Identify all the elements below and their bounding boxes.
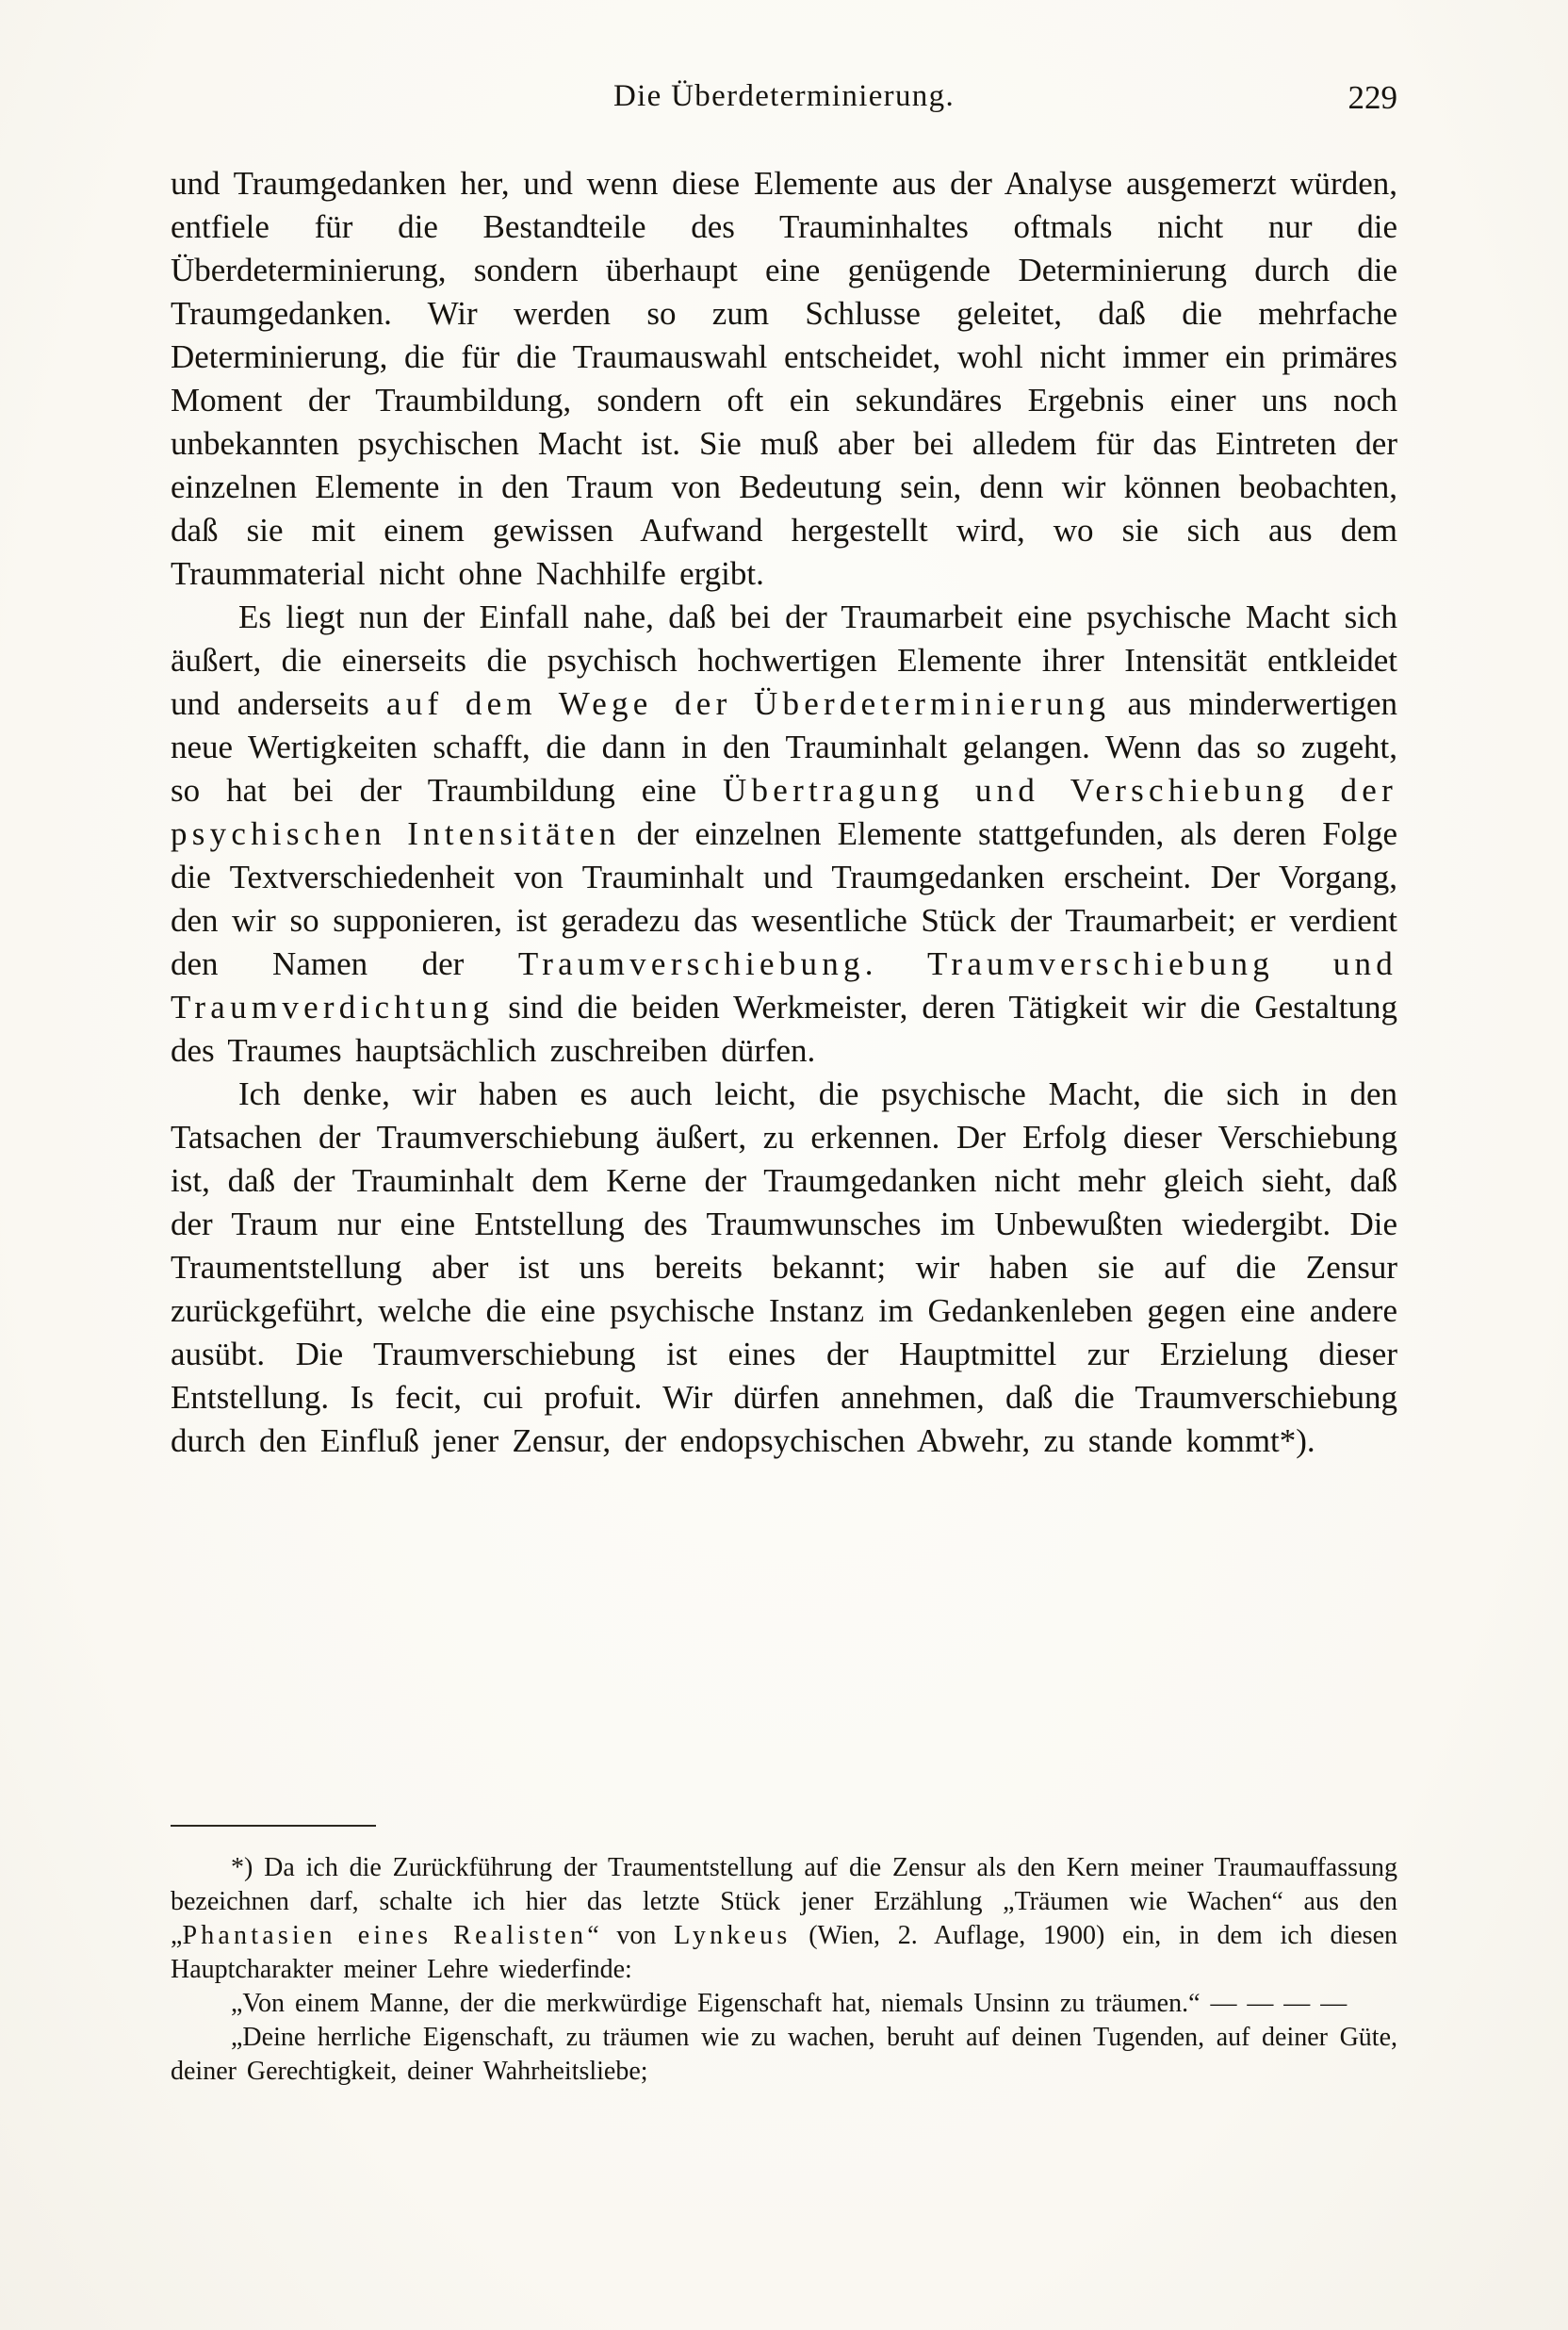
text-run: (Wien, 2. Auflage, 1900) ein, in dem ich diesen Hauptcharakter meiner Lehre wiederfinde: (171, 1921, 1398, 1984)
text-run: sind die beiden Werkmeister, deren Tätigkeit wir die Gestaltung des Traumes hauptsächlich zuschreiben dürfen. (171, 989, 1397, 1069)
emphasized-text-run: Übertragung und Verschiebung der psychischen Intensitäten (171, 772, 1397, 852)
text-run: “ von (587, 1921, 675, 1950)
text-run: und Traumgedanken her, und wenn diese Elemente aus der Analyse ausgemerzt würden, entfiele für die Bestandteile des Trauminhaltes oftmals nicht nur die Überdeterminierung, sondern überhaupt eine genügende Determinierung durch die Traumgedanken. Wir werden so zum Schlusse geleitet, daß die mehrfache Determinierung, die für die Traumauswahl entscheidet, wohl nicht immer ein primäres Moment der Traumbildung, sondern oft ein sekundäres Ergebnis einer uns noch unbekannten psychischen Macht ist. Sie muß aber bei alledem für das Eintreten der einzelnen Elemente in den Traum von Bedeutung sein, denn wir können beobachten, daß sie mit einem gewissen Aufwand hergestellt wird, wo sie sich aus dem Traummaterial nicht ohne Nachhilfe ergibt. (171, 165, 1397, 592)
emphasized-text-run: Traumverschiebung (517, 945, 865, 982)
paragraph (171, 162, 1397, 596)
page-header (171, 79, 1397, 121)
text-run: der einzelnen Elemente stattgefunden, als deren Folge die Textverschiedenheit von Trauminhalt und Traumgedanken erscheint. Der Vorgang, den wir so supponieren, ist geradezu das wesentliche Stück der Traumarbeit; er verdient den Namen der (171, 815, 1397, 982)
running-title: Die Überdeterminierung. (612, 79, 956, 113)
paragraph (171, 596, 1397, 1073)
text-run: aus minderwertigen neue Wertigkeiten schafft, die dann in den Trauminhalt gelangen. Wenn das so zugeht, so hat bei der Traumbildung eine (171, 685, 1397, 809)
emphasized-text-run: Phantasien eines Realisten (182, 1921, 588, 1950)
page-number: 229 (1348, 79, 1397, 116)
paragraph (171, 2021, 1397, 2089)
paragraph (171, 1851, 1397, 1987)
text-run: Es liegt nun der Einfall nahe, daß bei der Traumarbeit eine psychische Macht sich äußert, die einerseits die psychisch hochwertigen Elemente ihrer Intensität entkleidet und anderseits (171, 599, 1397, 722)
text-run: . (864, 945, 928, 982)
page-content (171, 79, 1397, 2089)
footnote-text (171, 1851, 1397, 2089)
footnote-separator (171, 1825, 376, 1827)
emphasized-text-run: auf dem Wege der Überdeterminierung (385, 685, 1111, 722)
body-text (171, 162, 1397, 1808)
text-run: *) Da ich die Zurückführung der Traumentstellung auf die Zensur als den Kern meiner Traumauffassung bezeichnen darf, schalte ich hier das letzte Stück jener Erzählung „Träumen wie Wachen“ aus den „ (171, 1853, 1397, 1950)
emphasized-text-run: Lynkeus (674, 1921, 792, 1950)
text-run: „Deine herrliche Eigenschaft, zu träumen wie zu wachen, beruht auf deinen Tugenden, auf deiner Güte, deiner Gerechtigkeit, deiner Wahrheitsliebe; (171, 2023, 1397, 2086)
text-run: Ich denke, wir haben es auch leicht, die psychische Macht, die sich in den Tatsachen der Traumverschiebung äußert, zu erkennen. Der Erfolg dieser Verschiebung ist, daß der Trauminhalt dem Kerne der Traumgedanken nicht mehr gleich sieht, daß der Traum nur eine Entstellung des Traumwunsches im Unbewußten wiedergibt. Die Traumentstellung aber ist uns bereits bekannt; wir haben sie auf die Zensur zurückgeführt, welche die eine psychische Instanz im Gedankenleben gegen eine andere ausübt. Die Traumverschiebung ist eines der Hauptmittel zur Erzielung dieser Entstellung. Is fecit, cui profuit. Wir dürfen annehmen, daß die Traumverschiebung durch den Einfluß jener Zensur, der endopsychischen Abwehr, zu stande kommt*). (171, 1075, 1397, 1459)
text-run: „Von einem Manne, der die merkwürdige Eigenschaft hat, niemals Unsinn zu träumen.“ — — — — (231, 1989, 1348, 2018)
paragraph (171, 1073, 1397, 1463)
emphasized-text-run: Traumverschiebung und Traumverdichtung (171, 945, 1397, 1026)
paragraph (171, 1987, 1397, 2021)
